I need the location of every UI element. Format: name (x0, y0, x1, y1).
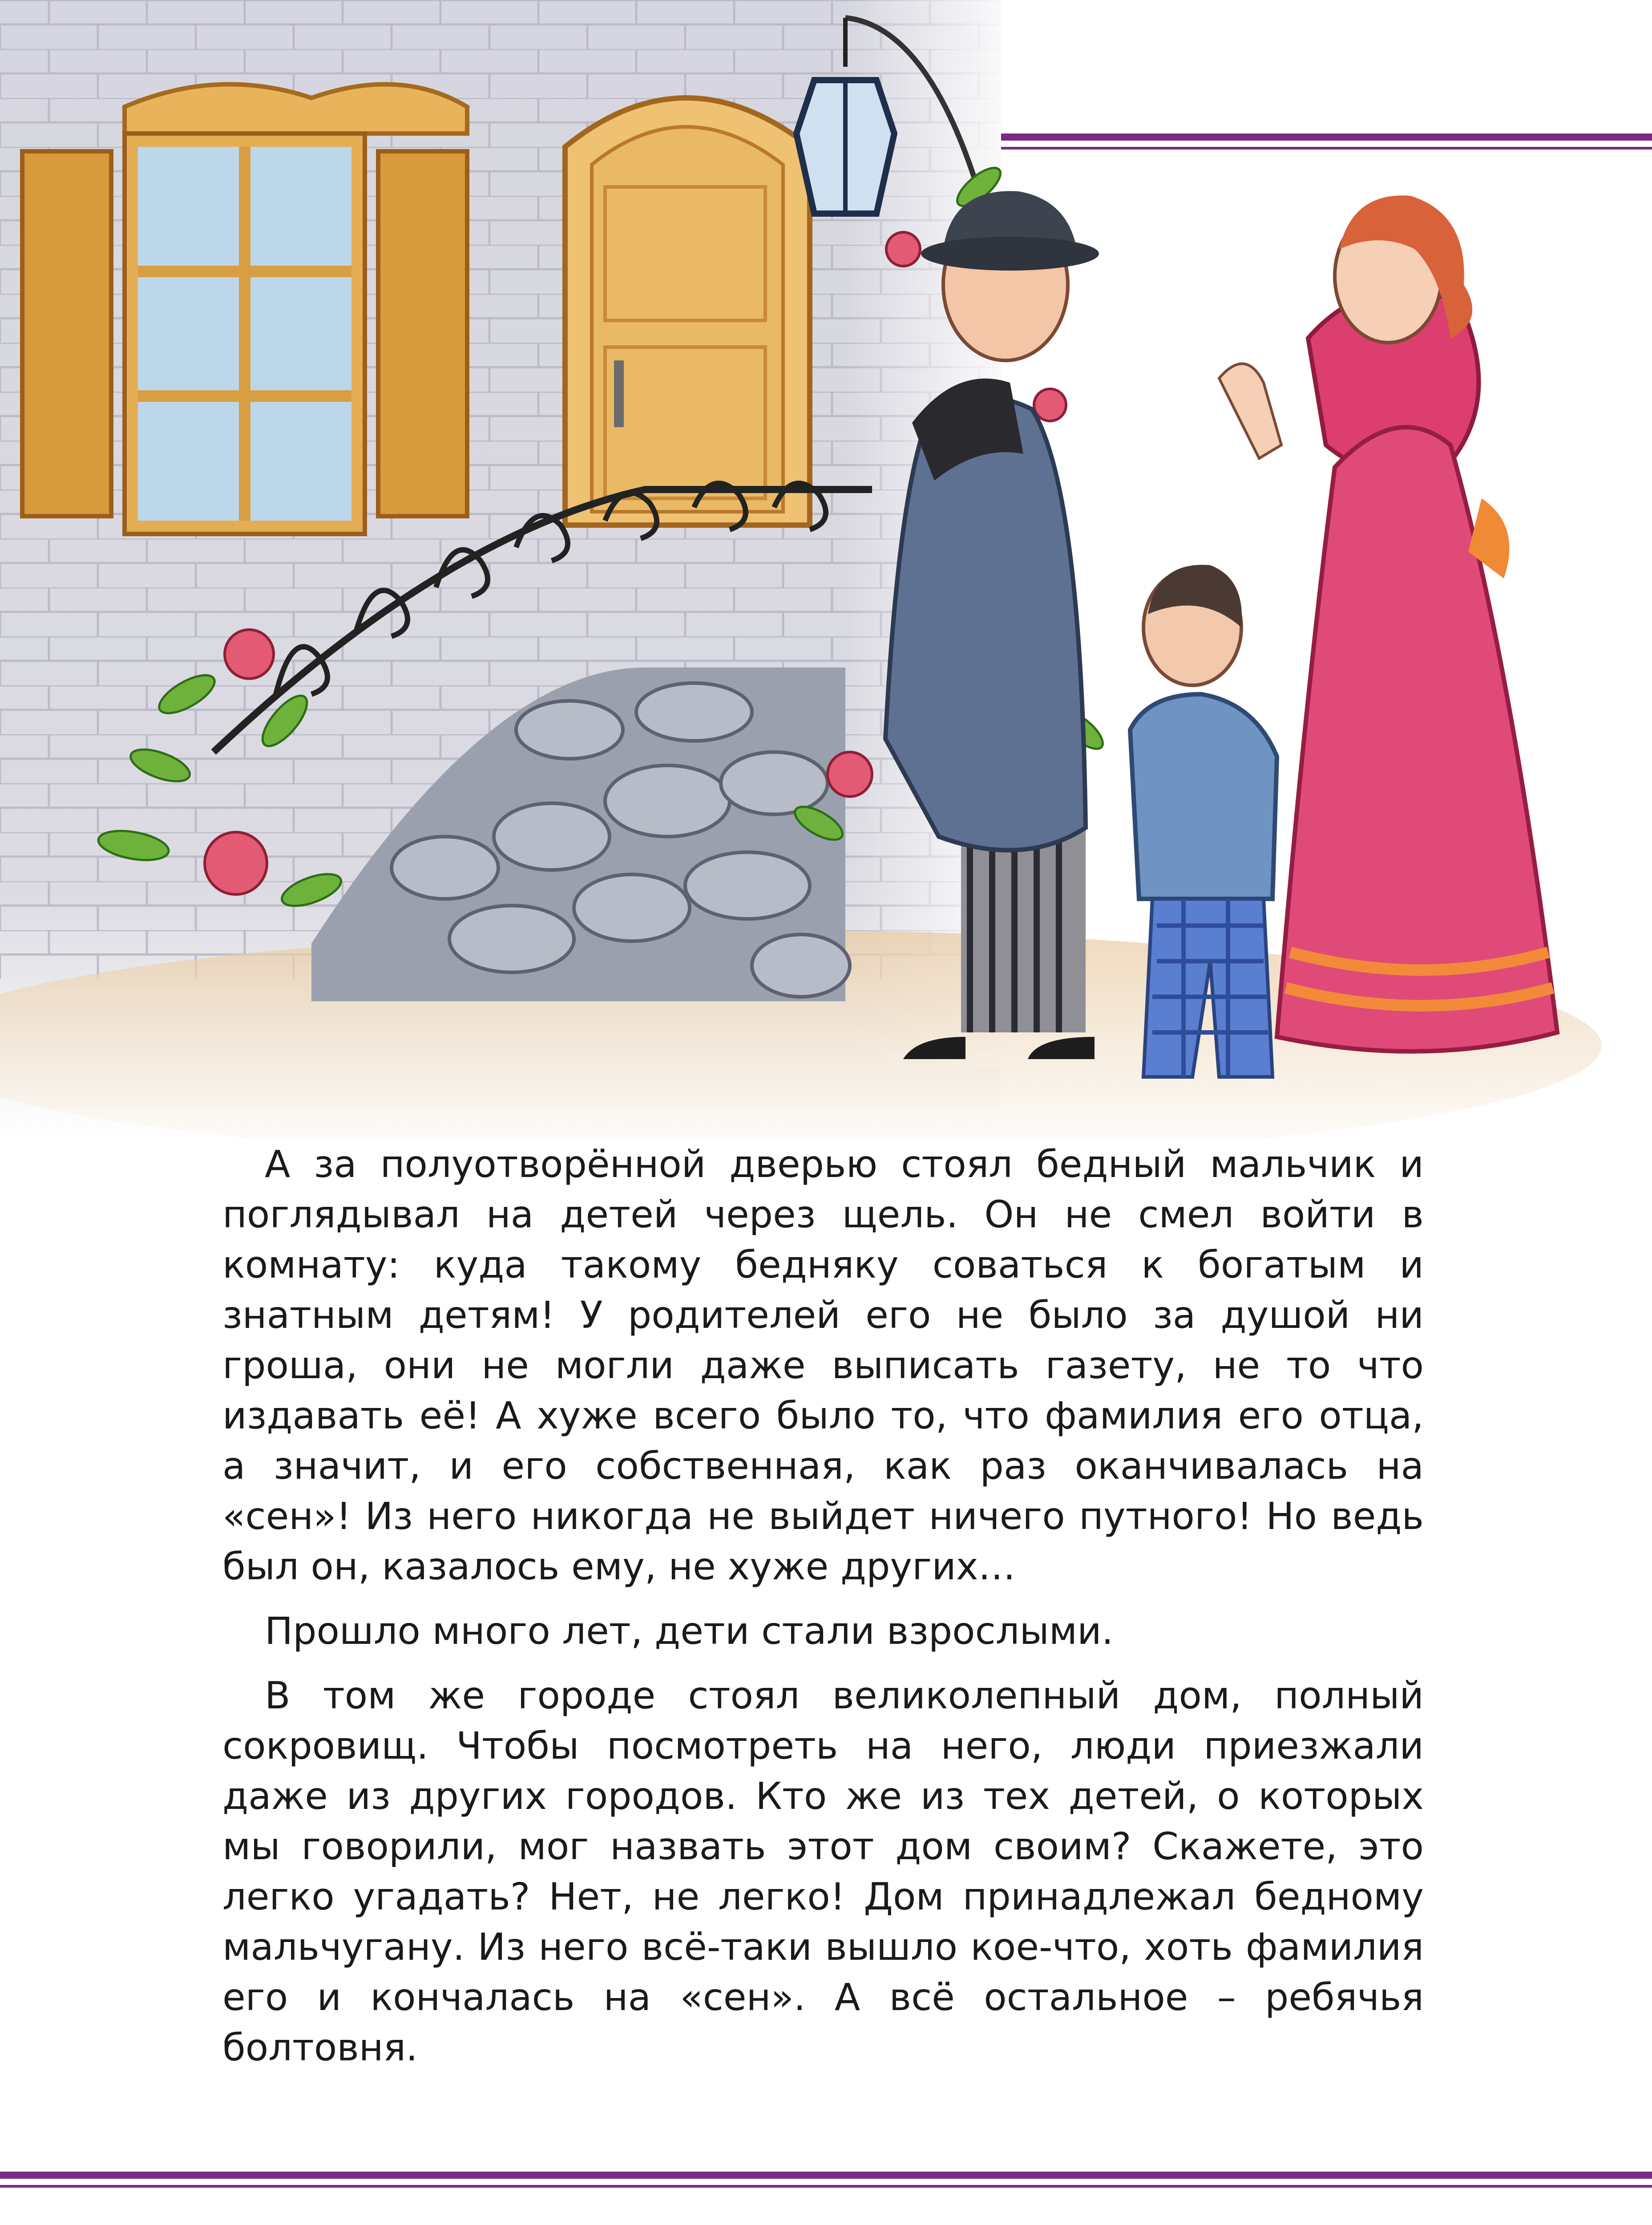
window-icon (22, 84, 467, 534)
story-paragraph-1: А за полуотворённой дверью стоял бедный мальчик и поглядывал на детей через щель. Он не смел войти в комнату: куда такому бедняку соваться к богатым и знатным детям! У родителей его не было за душой ни гроша, они не могли даже выписать газету, не то что издавать её! А хуже всего было то, что фамилия его отца, а значит, и его собственная, как раз оканчивалась на «сен»! Из него никогда не выйдет ничего путного! Но ведь был он, казалось ему, не хуже других… (222, 1142, 1424, 1588)
boy-icon (1130, 565, 1277, 1077)
story-paragraph-3: В том же городе стоял великолепный дом, полный сокровищ. Чтобы посмотреть на него, люди приезжали даже из других городов. Кто же из тех детей, о которых мы говорили, мог назвать этот дом своим? Скажете, это легко угадать? Нет, не легко! Дом принадлежал бедному мальчугану. Из него всё-таки вышло кое-что, хоть фамилия его и кончалась на «сен». А всё остальное – ребячья болтовня. (222, 1674, 1424, 2069)
door-icon (565, 98, 810, 525)
bottom-decorative-rule (0, 2172, 1652, 2189)
story-paragraph-2: Прошло много лет, дети стали взрослыми. (265, 1609, 1114, 1653)
story-text (222, 1139, 1424, 2073)
top-decorative-rule (1001, 134, 1652, 151)
woman-icon (1219, 195, 1557, 1051)
